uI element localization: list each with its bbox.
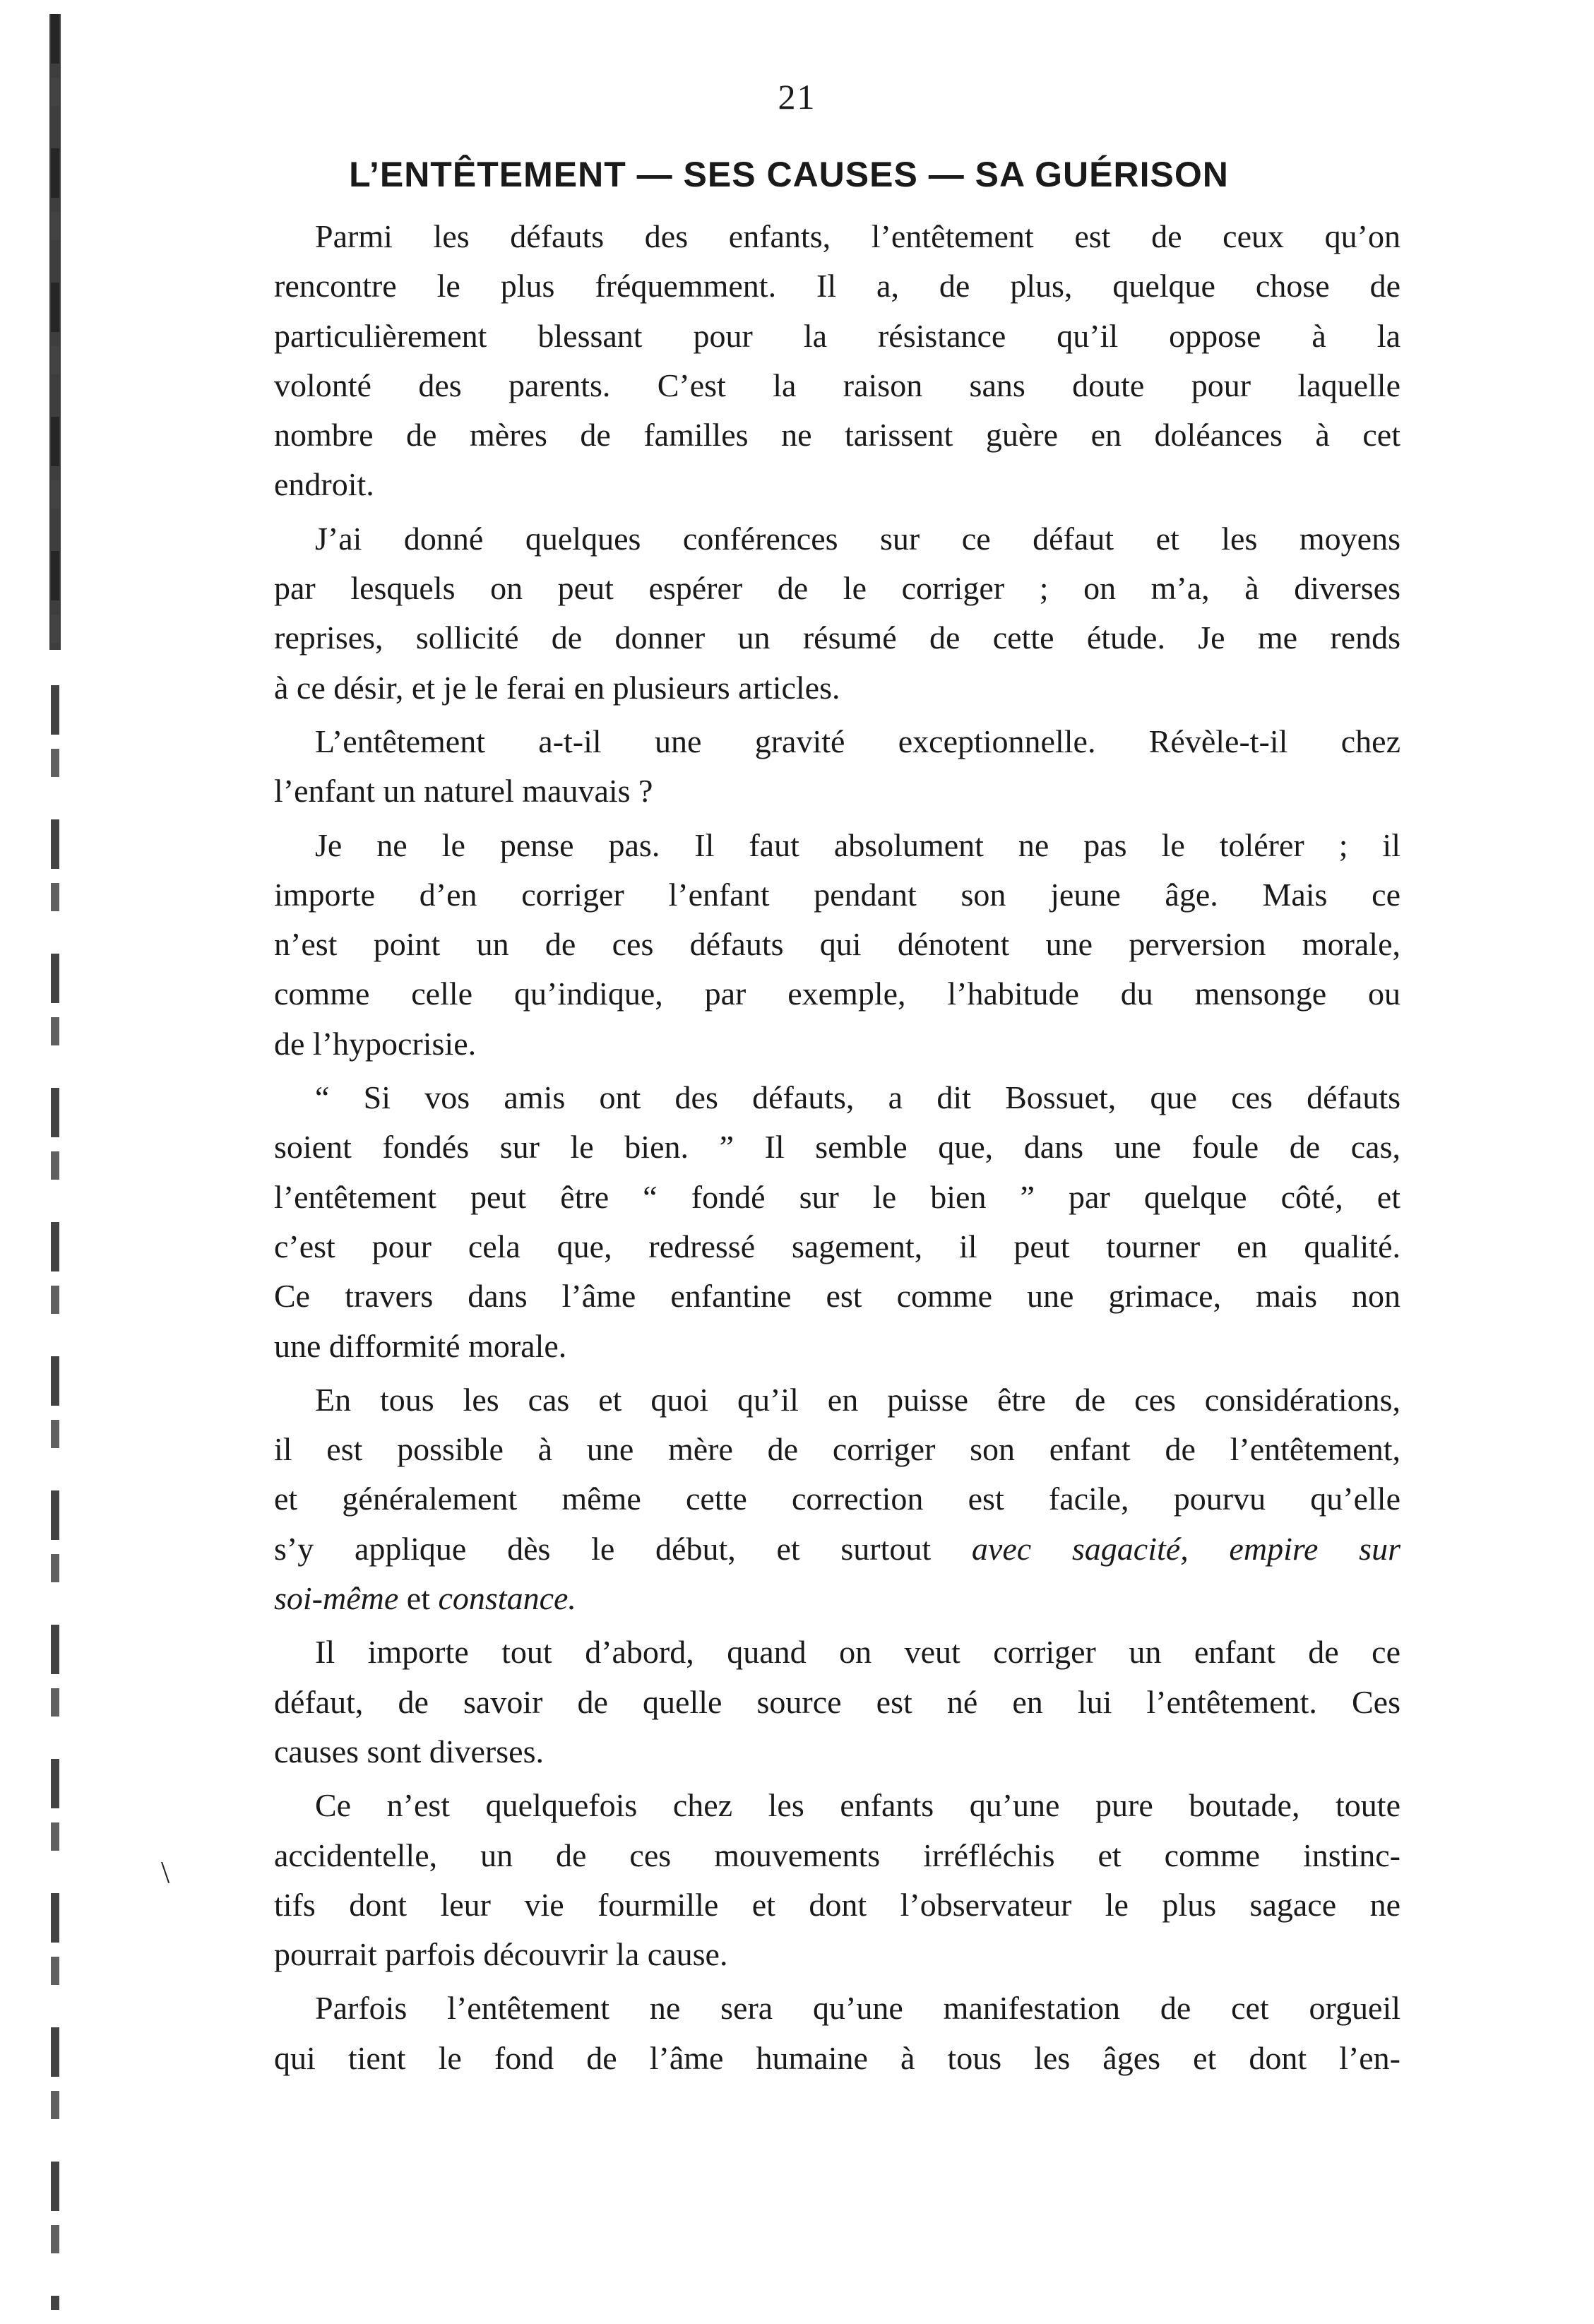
text-line: il est possible à une mère de corriger son enfant de l’entêtement,	[274, 1431, 1400, 1468]
paragraph	[274, 212, 1400, 510]
paragraph	[274, 821, 1400, 1069]
paragraph	[274, 1781, 1400, 1979]
text-line: L’entêtement a-t-il une gravité exceptionnelle. Révèle-t-il chez	[315, 723, 1400, 759]
text-line: soient fondés sur le bien. ” Il semble que, dans une foule de cas,	[274, 1129, 1400, 1166]
text-line: et généralement même cette correction est facile, pourvu qu’elle	[274, 1481, 1400, 1517]
text-line: volonté des parents. C’est la raison sans doute pour laquelle	[274, 367, 1400, 403]
text-line-mixed	[274, 1524, 1400, 1574]
paragraph	[274, 1375, 1400, 1623]
text-line: Je ne le pense pas. Il faut absolument ne pas le tolérer ; il	[315, 826, 1400, 863]
text-line: Parmi les défauts des enfants, l’entêtement est de ceux qu’on	[315, 218, 1400, 254]
text-line: Il importe tout d’abord, quand on veut corriger un enfant de ce	[315, 1634, 1400, 1671]
text-line: à ce désir, et je le ferai en plusieurs articles.	[274, 669, 840, 706]
stray-mark: \	[161, 1855, 170, 1890]
text-line: endroit.	[274, 466, 374, 503]
paragraph	[274, 1628, 1400, 1777]
text-line: accidentelle, un de ces mouvements irréfléchis et comme instinc-	[274, 1837, 1400, 1873]
paragraph	[274, 1073, 1400, 1371]
text-line: l’enfant un naturel mauvais ?	[274, 773, 653, 810]
text-line: En tous les cas et quoi qu’il en puisse être de ces considérations,	[315, 1381, 1400, 1418]
text-line: tifs dont leur vie fourmille et dont l’observateur le plus sagace ne	[274, 1886, 1400, 1923]
text-line: Parfois l’entêtement ne sera qu’une manifestation de cet orgueil	[315, 1990, 1400, 2027]
text-line: défaut, de savoir de quelle source est né en lui l’entêtement. Ces	[274, 1683, 1400, 1720]
text-line: nombre de mères de familles ne tarissent guère en doléances à cet	[274, 417, 1400, 453]
text-line: par lesquels on peut espérer de le corriger ; on m’a, à diverses	[274, 570, 1400, 607]
text-line: J’ai donné quelques conférences sur ce défaut et les moyens	[315, 520, 1400, 557]
paragraph	[274, 514, 1400, 713]
text-line: pourrait parfois découvrir la cause.	[274, 1936, 728, 1973]
text-line-mixed: soi-même et constance.	[274, 1580, 576, 1617]
body-text	[274, 212, 1400, 2083]
text-line: “ Si vos amis ont des défauts, a dit Bossuet, que ces défauts	[315, 1079, 1400, 1116]
text-line: une difformité morale.	[274, 1327, 567, 1364]
text-line: l’entêtement peut être “ fondé sur le bien ” par quelque côté, et	[274, 1178, 1400, 1215]
text-line: particulièrement blessant pour la résistance qu’il oppose à la	[274, 317, 1400, 354]
text-line: de l’hypocrisie.	[274, 1025, 477, 1062]
text-segment: s’y applique dès le début, et surtout	[274, 1530, 932, 1567]
text-line: reprises, sollicité de donner un résumé de cette étude. Je me rends	[274, 619, 1400, 656]
italic-phrase: avec sagacité, empire sur	[971, 1530, 1400, 1567]
italic-phrase: soi-même	[274, 1580, 399, 1617]
text-line: n’est point un de ces défauts qui dénotent une perversion morale,	[274, 926, 1400, 963]
text-line: qui tient le fond de l’âme humaine à tous les âges et dont l’en-	[274, 2039, 1400, 2076]
text-line: c’est pour cela que, redressé sagement, il peut tourner en qualité.	[274, 1228, 1400, 1264]
text-line: rencontre le plus fréquemment. Il a, de plus, quelque chose de	[274, 268, 1400, 304]
italic-phrase: constance.	[438, 1580, 576, 1617]
chapter-heading: L’ENTÊTEMENT — SES CAUSES — SA GUÉRISON	[349, 155, 1229, 194]
page-number: 21	[778, 77, 816, 117]
text-line: importe d’en corriger l’enfant pendant son jeune âge. Mais ce	[274, 876, 1400, 913]
text-line: comme celle qu’indique, par exemple, l’habitude du mensonge ou	[274, 976, 1400, 1012]
text-line: Ce n’est quelquefois chez les enfants qu’une pure boutade, toute	[315, 1787, 1400, 1824]
paragraph	[274, 1984, 1400, 2083]
page-binding-edge	[51, 14, 59, 2310]
text-line: causes sont diverses.	[274, 1733, 544, 1769]
text-line: Ce travers dans l’âme enfantine est comme une grimace, mais non	[274, 1278, 1400, 1315]
paragraph	[274, 717, 1400, 817]
